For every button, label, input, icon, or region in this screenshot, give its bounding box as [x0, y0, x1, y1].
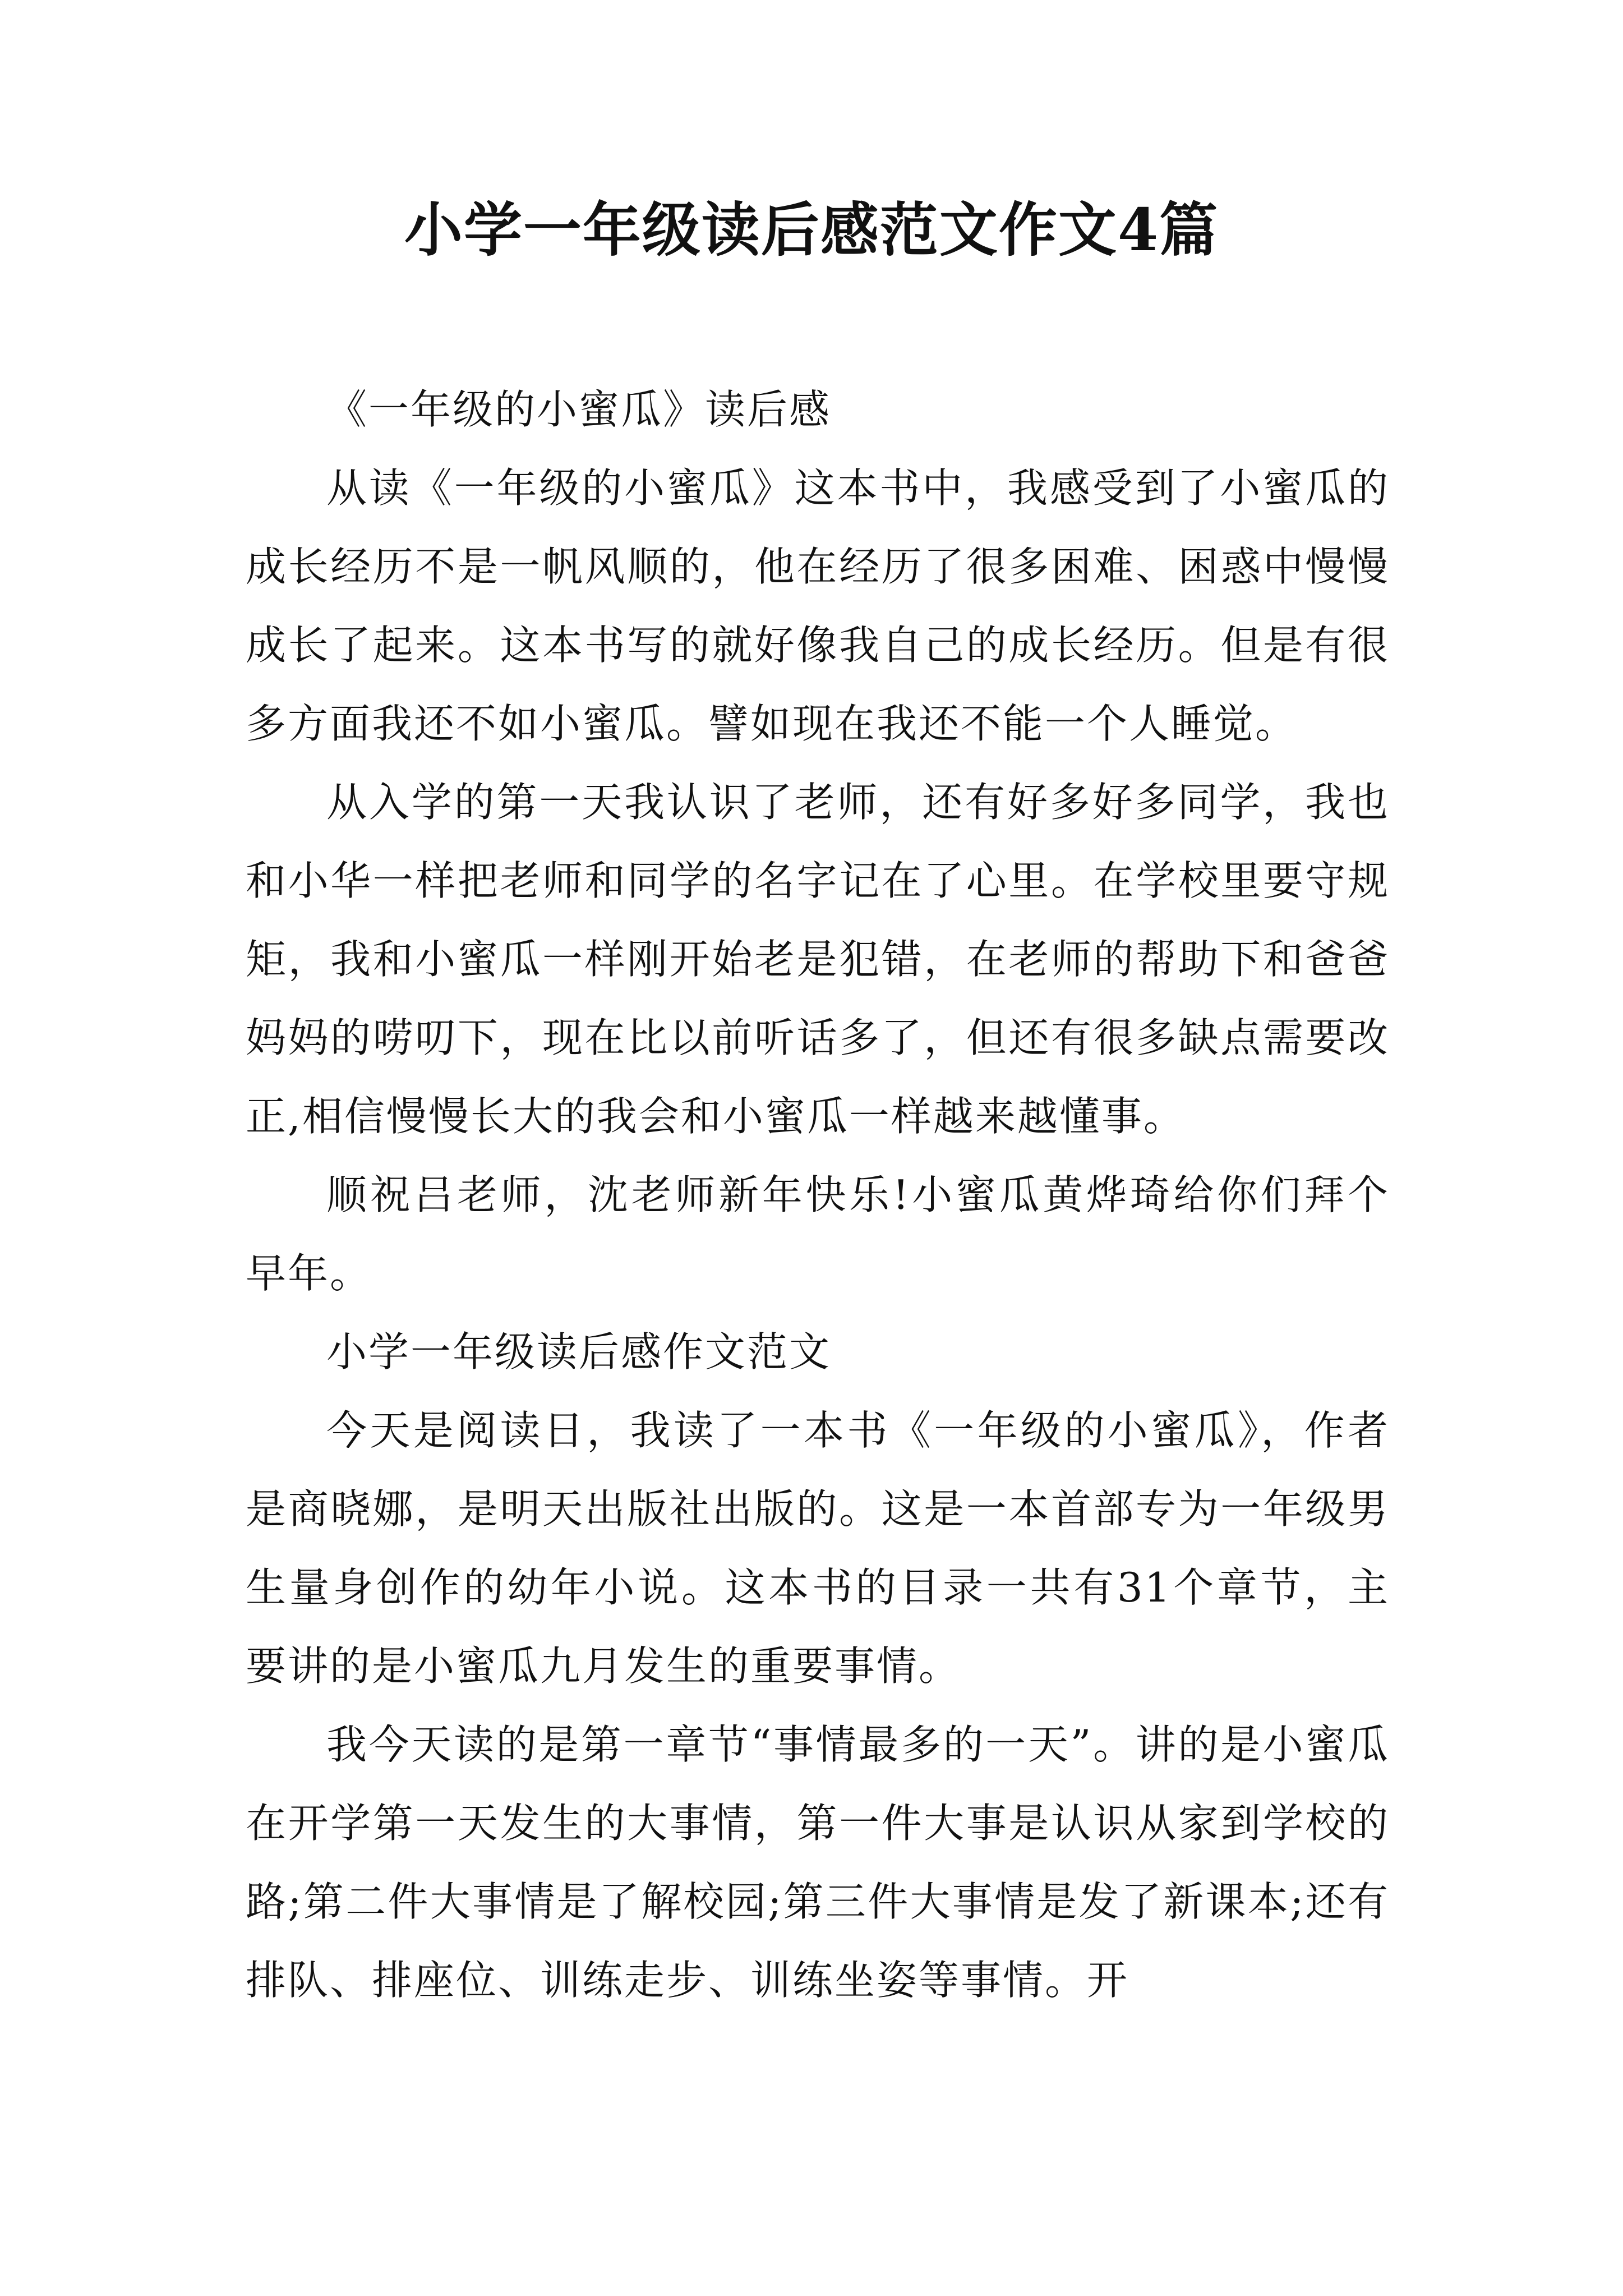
- paragraph: 今天是阅读日，我读了一本书《一年级的小蜜瓜》，作者是商晓娜，是明天出版社出版的。这是一本首部专为一年级男生量身创作的幼年小说。这本书的目录一共有31个章节，主要讲的是小蜜瓜九月发生的重要事情。: [246, 1407, 1390, 1690]
- paragraph: 顺祝吕老师，沈老师新年快乐!小蜜瓜黄烨琦给你们拜个早年。: [246, 1171, 1390, 1297]
- section-heading: 小学一年级读后感作文范文: [326, 1328, 832, 1375]
- paragraph: 从读《一年级的小蜜瓜》这本书中，我感受到了小蜜瓜的成长经历不是一帆风顺的，他在经历了很多困难、困惑中慢慢成长了起来。这本书写的就好像我自己的成长经历。但是有很多方面我还不如小蜜瓜。譬如现在我还不能一个人睡觉。: [246, 464, 1390, 747]
- document-title: 小学一年级读后感范文作文4篇: [404, 195, 1219, 264]
- paragraph: 从入学的第一天我认识了老师，还有好多好多同学，我也和小华一样把老师和同学的名字记在了心里。在学校里要守规矩，我和小蜜瓜一样刚开始老是犯错，在老师的帮助下和爸爸妈妈的唠叨下，现在比以前听话多了，但还有很多缺点需要改正,相信慢慢长大的我会和小蜜瓜一样越来越懂事。: [246, 779, 1390, 1140]
- paragraph: 我今天读的是第一章节“事情最多的一天”。讲的是小蜜瓜在开学第一天发生的大事情，第一件大事是认识从家到学校的路;第二件大事情是了解校园;第三件大事情是发了新课本;还有排队、排座位、训练走步、训练坐姿等事情。开: [246, 1721, 1390, 2004]
- section-heading: 《一年级的小蜜瓜》读后感: [326, 386, 832, 433]
- document-body: [246, 370, 1390, 2019]
